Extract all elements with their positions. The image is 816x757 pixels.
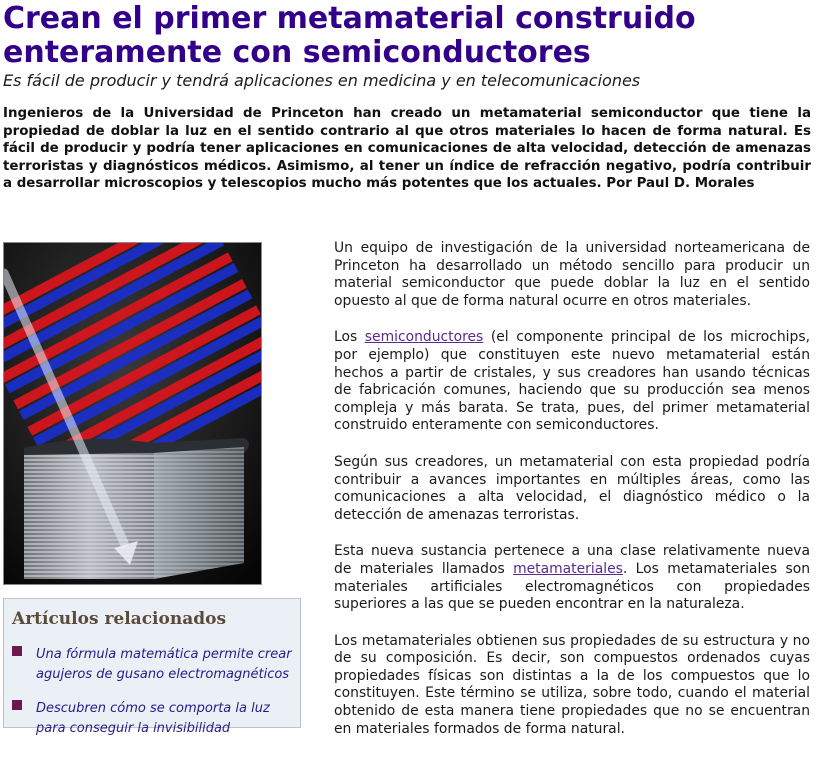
list-item xyxy=(12,643,296,683)
related-articles-box xyxy=(3,598,301,736)
text-run: . Los metamateriales son materiales artificiales electromagnéticos con propiedades superiores a las que se pueden encontrar en la naturaleza. xyxy=(334,560,811,613)
related-articles-title: Artículos relacionados xyxy=(12,609,227,629)
semiconductores-link[interactable]: semiconductores xyxy=(364,329,484,346)
related-articles-list xyxy=(12,643,296,751)
article-body xyxy=(334,240,810,757)
related-article-link[interactable]: Descubren cómo se comporta la luz para conseguir la invisibilidad xyxy=(36,701,270,736)
paragraph: Un equipo de investigación de la universidad norteamericana de Princeton ha desarrollado un método sencillo para producir un material semiconductor que puede doblar la luz en el sentido opuesto al que de forma natural ocurre en otros materiales. xyxy=(334,240,810,309)
article-subtitle: Es fácil de producir y tendrá aplicaciones en medicina y en telecomunicaciones xyxy=(3,71,641,90)
article-title: Crean el primer metamaterial construido enteramente con semiconductores xyxy=(3,1,696,70)
paragraph: Los metamateriales obtienen sus propiedades de su estructura y no de su composición. Es decir, son compuestos ordenados cuyas propiedades físicas son distintas a la de los compuestos que lo constituyen. Este término se utiliza, sobre todo, cuando el material obtenido de esta manera tiene propiedades que no se encuentran en materiales formados de forma natural. xyxy=(334,632,810,737)
metamaterial-illustration-icon xyxy=(4,243,262,585)
text-run: (el componente principal de los microchips, por ejemplo) que constituyen este nuevo metamaterial están hechos a partir de cristales, y sus creadores han usando técnicas de fabricación comunes, haciendo que su producción sea menos compleja y más barata. Se trata, pues, del primer metamaterial construido enteramente con semiconductores. xyxy=(334,329,811,434)
paragraph: Según sus creadores, un metamaterial con esta propiedad podría contribuir a avances importantes en múltiples áreas, como las comunicaciones a alta velocidad, el diagnóstico médico o la detección de amenazas terroristas. xyxy=(334,453,810,523)
related-article-link[interactable]: Una fórmula matemática permite crear agujeros de gusano electromagnéticos xyxy=(36,647,292,682)
metamateriales-link[interactable]: metamateriales xyxy=(513,560,623,577)
paragraph xyxy=(334,329,810,435)
metamaterial-illustration xyxy=(3,242,262,585)
text-run: Esta nueva sustancia pertenece a una clase relativamente nueva de materiales llamados xyxy=(334,543,810,577)
text-run: Los xyxy=(334,329,365,346)
paragraph xyxy=(334,543,810,613)
square-bullet-icon xyxy=(12,700,22,710)
square-bullet-icon xyxy=(12,646,22,656)
list-item xyxy=(12,697,296,737)
article-lead: Ingenieros de la Universidad de Princeton han creado un metamaterial semiconductor que tiene la propiedad de doblar la luz en el sentido contrario al que otros materiales lo hacen de forma natural. Es fácil de producir y podría tener aplicaciones en comunicaciones de alta velocidad, detección de amenazas terroristas y diagnósticos médicos. Asimismo, al tener un índice de refracción negativo, podría contribuir a desarrollar microscopios y telescopios mucho más potentes que los actuales. Por Paul D. Morales xyxy=(3,106,811,192)
